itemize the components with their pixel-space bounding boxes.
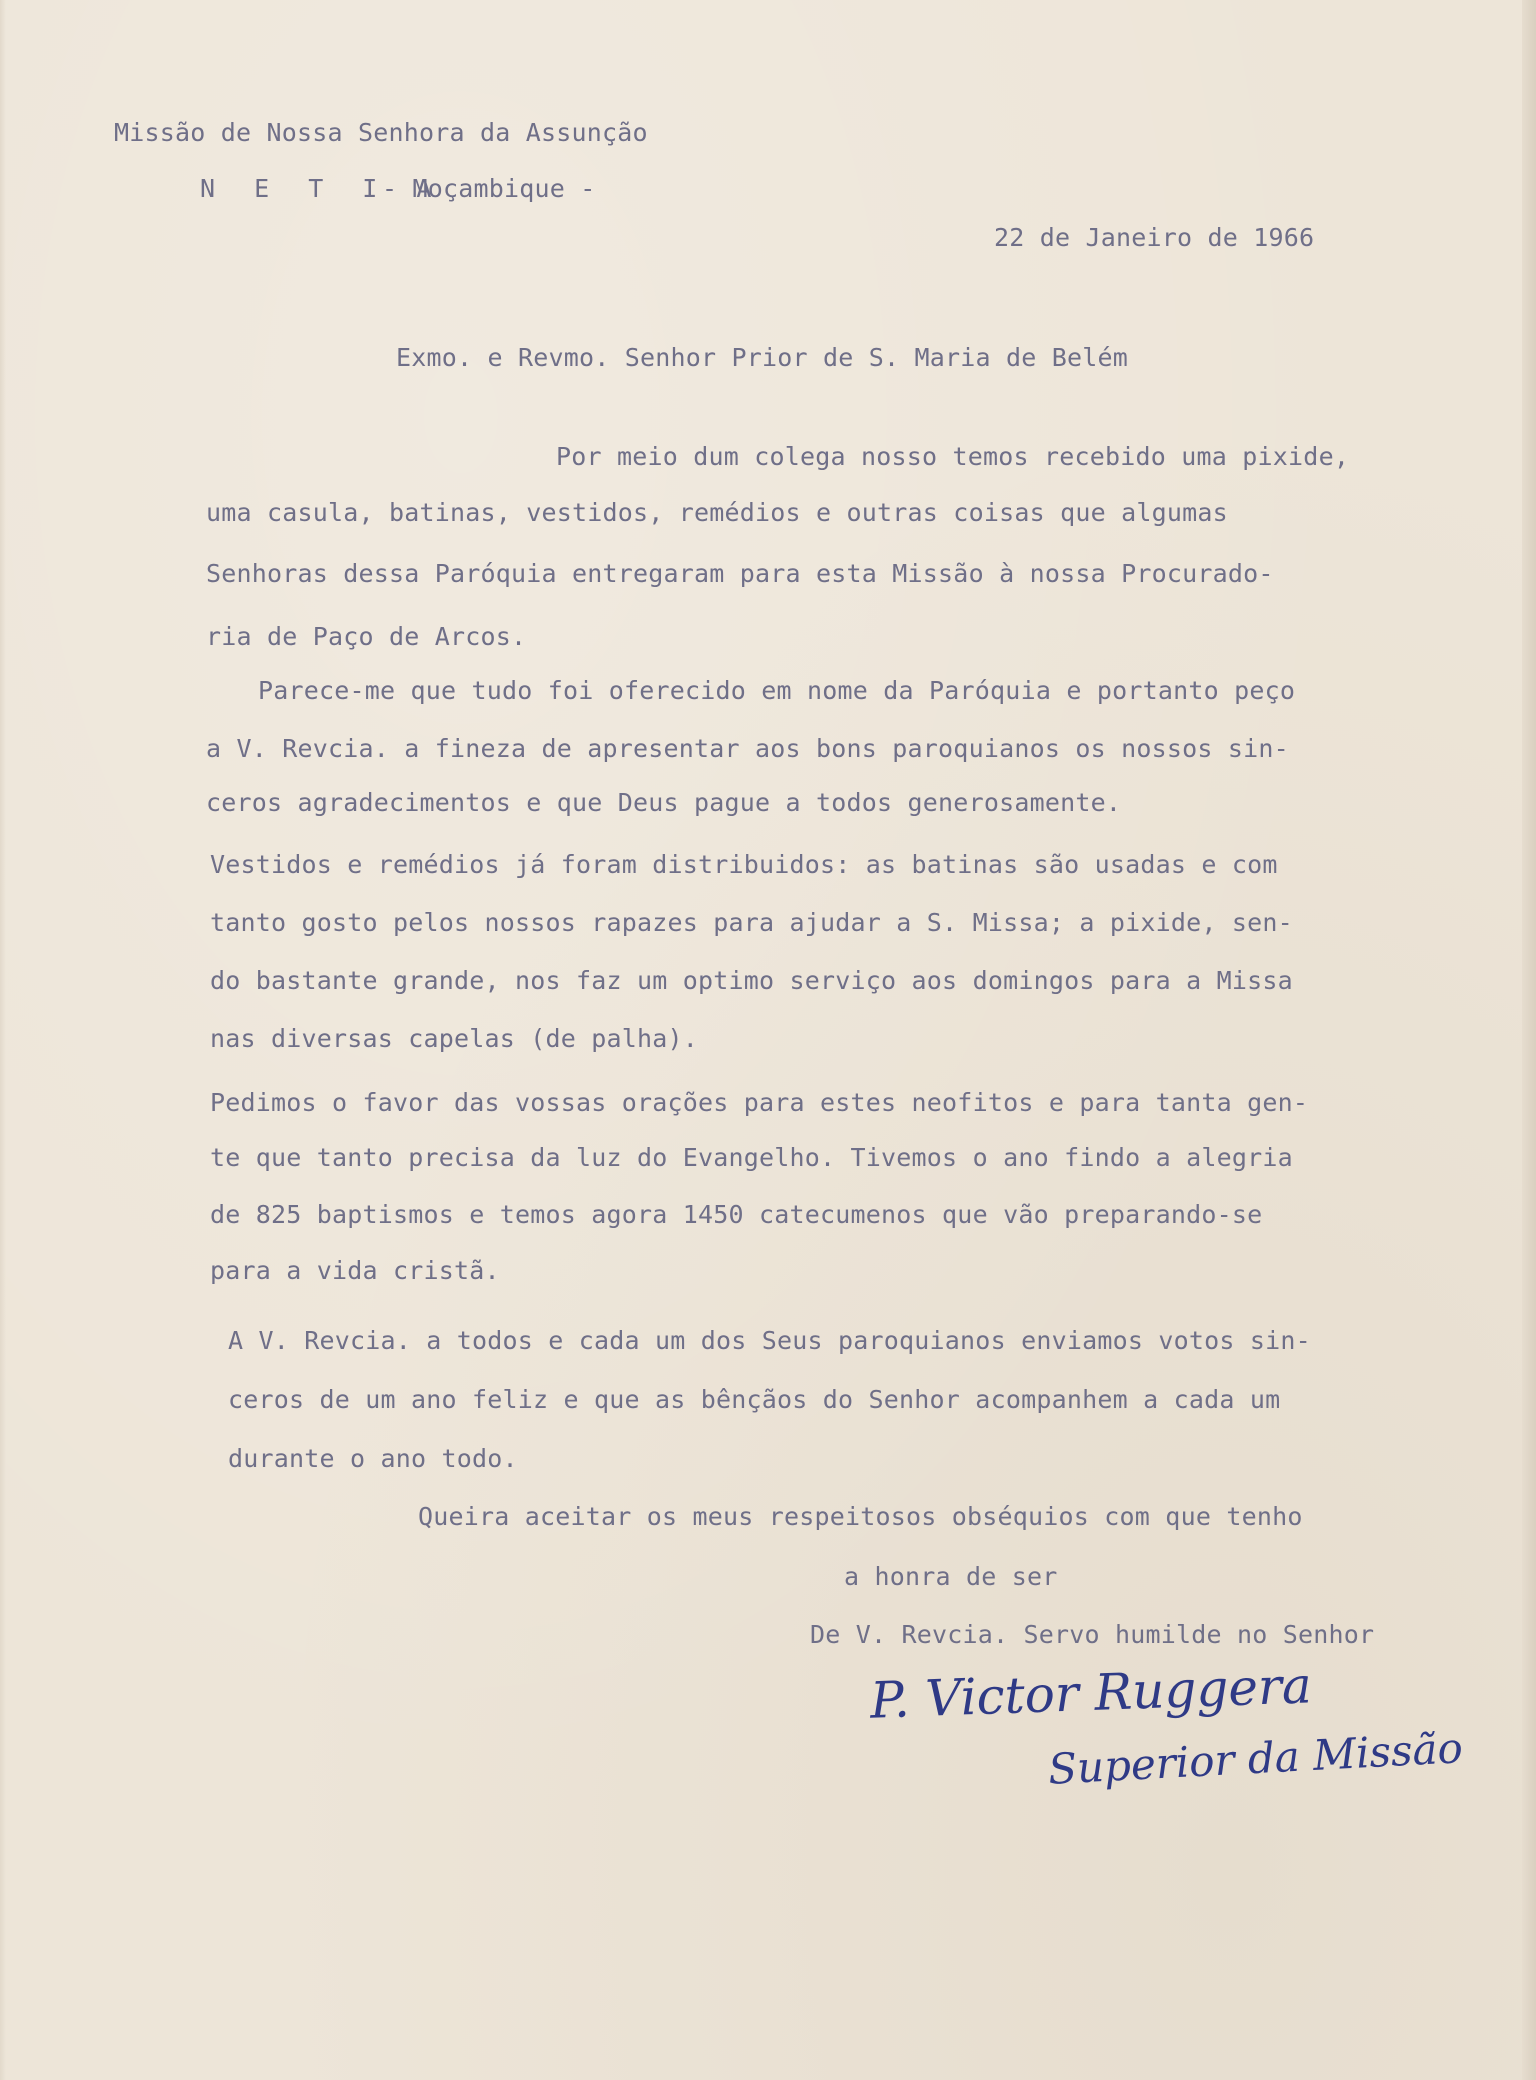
letterhead-place: N E T I A [200,174,444,203]
letter-date: 22 de Janeiro de 1966 [994,223,1315,252]
letterhead-mission-name: Missão de Nossa Senhora da Assunção [114,118,648,147]
page-edge-right [1522,0,1536,2080]
page-edge-left [0,0,6,2080]
body-line: do bastante grande, nos faz um optimo serviço aos domingos para a Missa [210,966,1293,995]
closing-line: De V. Revcia. Servo humilde no Senhor [810,1620,1375,1649]
letterhead-country: - Moçambique - [382,174,596,203]
closing-line: Queira aceitar os meus respeitosos obséquios com que tenho [418,1502,1303,1531]
body-line: Parece-me que tudo foi oferecido em nome da Paróquia e portanto peço [258,676,1296,705]
body-line: ria de Paço de Arcos. [206,622,527,651]
body-line: te que tanto precisa da luz do Evangelho. Tivemos o ano findo a alegria [210,1143,1293,1172]
closing-line: a honra de ser [844,1562,1058,1591]
body-line: para a vida cristã. [210,1256,500,1285]
body-line: tanto gosto pelos nossos rapazes para ajudar a S. Missa; a pixide, sen- [210,908,1293,937]
body-line: Pedimos o favor das vossas orações para estes neofitos e para tanta gen- [210,1088,1309,1117]
body-line: A V. Revcia. a todos e cada um dos Seus paroquianos enviamos votos sin- [228,1326,1311,1355]
body-line: uma casula, batinas, vestidos, remédios e outras coisas que algumas [206,498,1228,527]
signature-title: Superior da Missão [1047,1723,1464,1794]
salutation: Exmo. e Revmo. Senhor Prior de S. Maria de Belém [396,343,1129,372]
body-line: durante o ano todo. [228,1444,518,1473]
signature-name: P. Victor Ruggera [869,1656,1313,1730]
body-line: ceros agradecimentos e que Deus pague a todos generosamente. [206,788,1122,817]
body-line: Vestidos e remédios já foram distribuidos: as batinas são usadas e com [210,850,1278,879]
body-line: a V. Revcia. a fineza de apresentar aos bons paroquianos os nossos sin- [206,734,1289,763]
body-line: Senhoras dessa Paróquia entregaram para esta Missão à nossa Procurado- [206,559,1274,588]
body-line: Por meio dum colega nosso temos recebido uma pixide, [556,442,1350,471]
body-line: ceros de um ano feliz e que as bênçãos do Senhor acompanhem a cada um [228,1385,1281,1414]
body-line: nas diversas capelas (de palha). [210,1024,699,1053]
body-line: de 825 baptismos e temos agora 1450 catecumenos que vão preparando-se [210,1200,1263,1229]
